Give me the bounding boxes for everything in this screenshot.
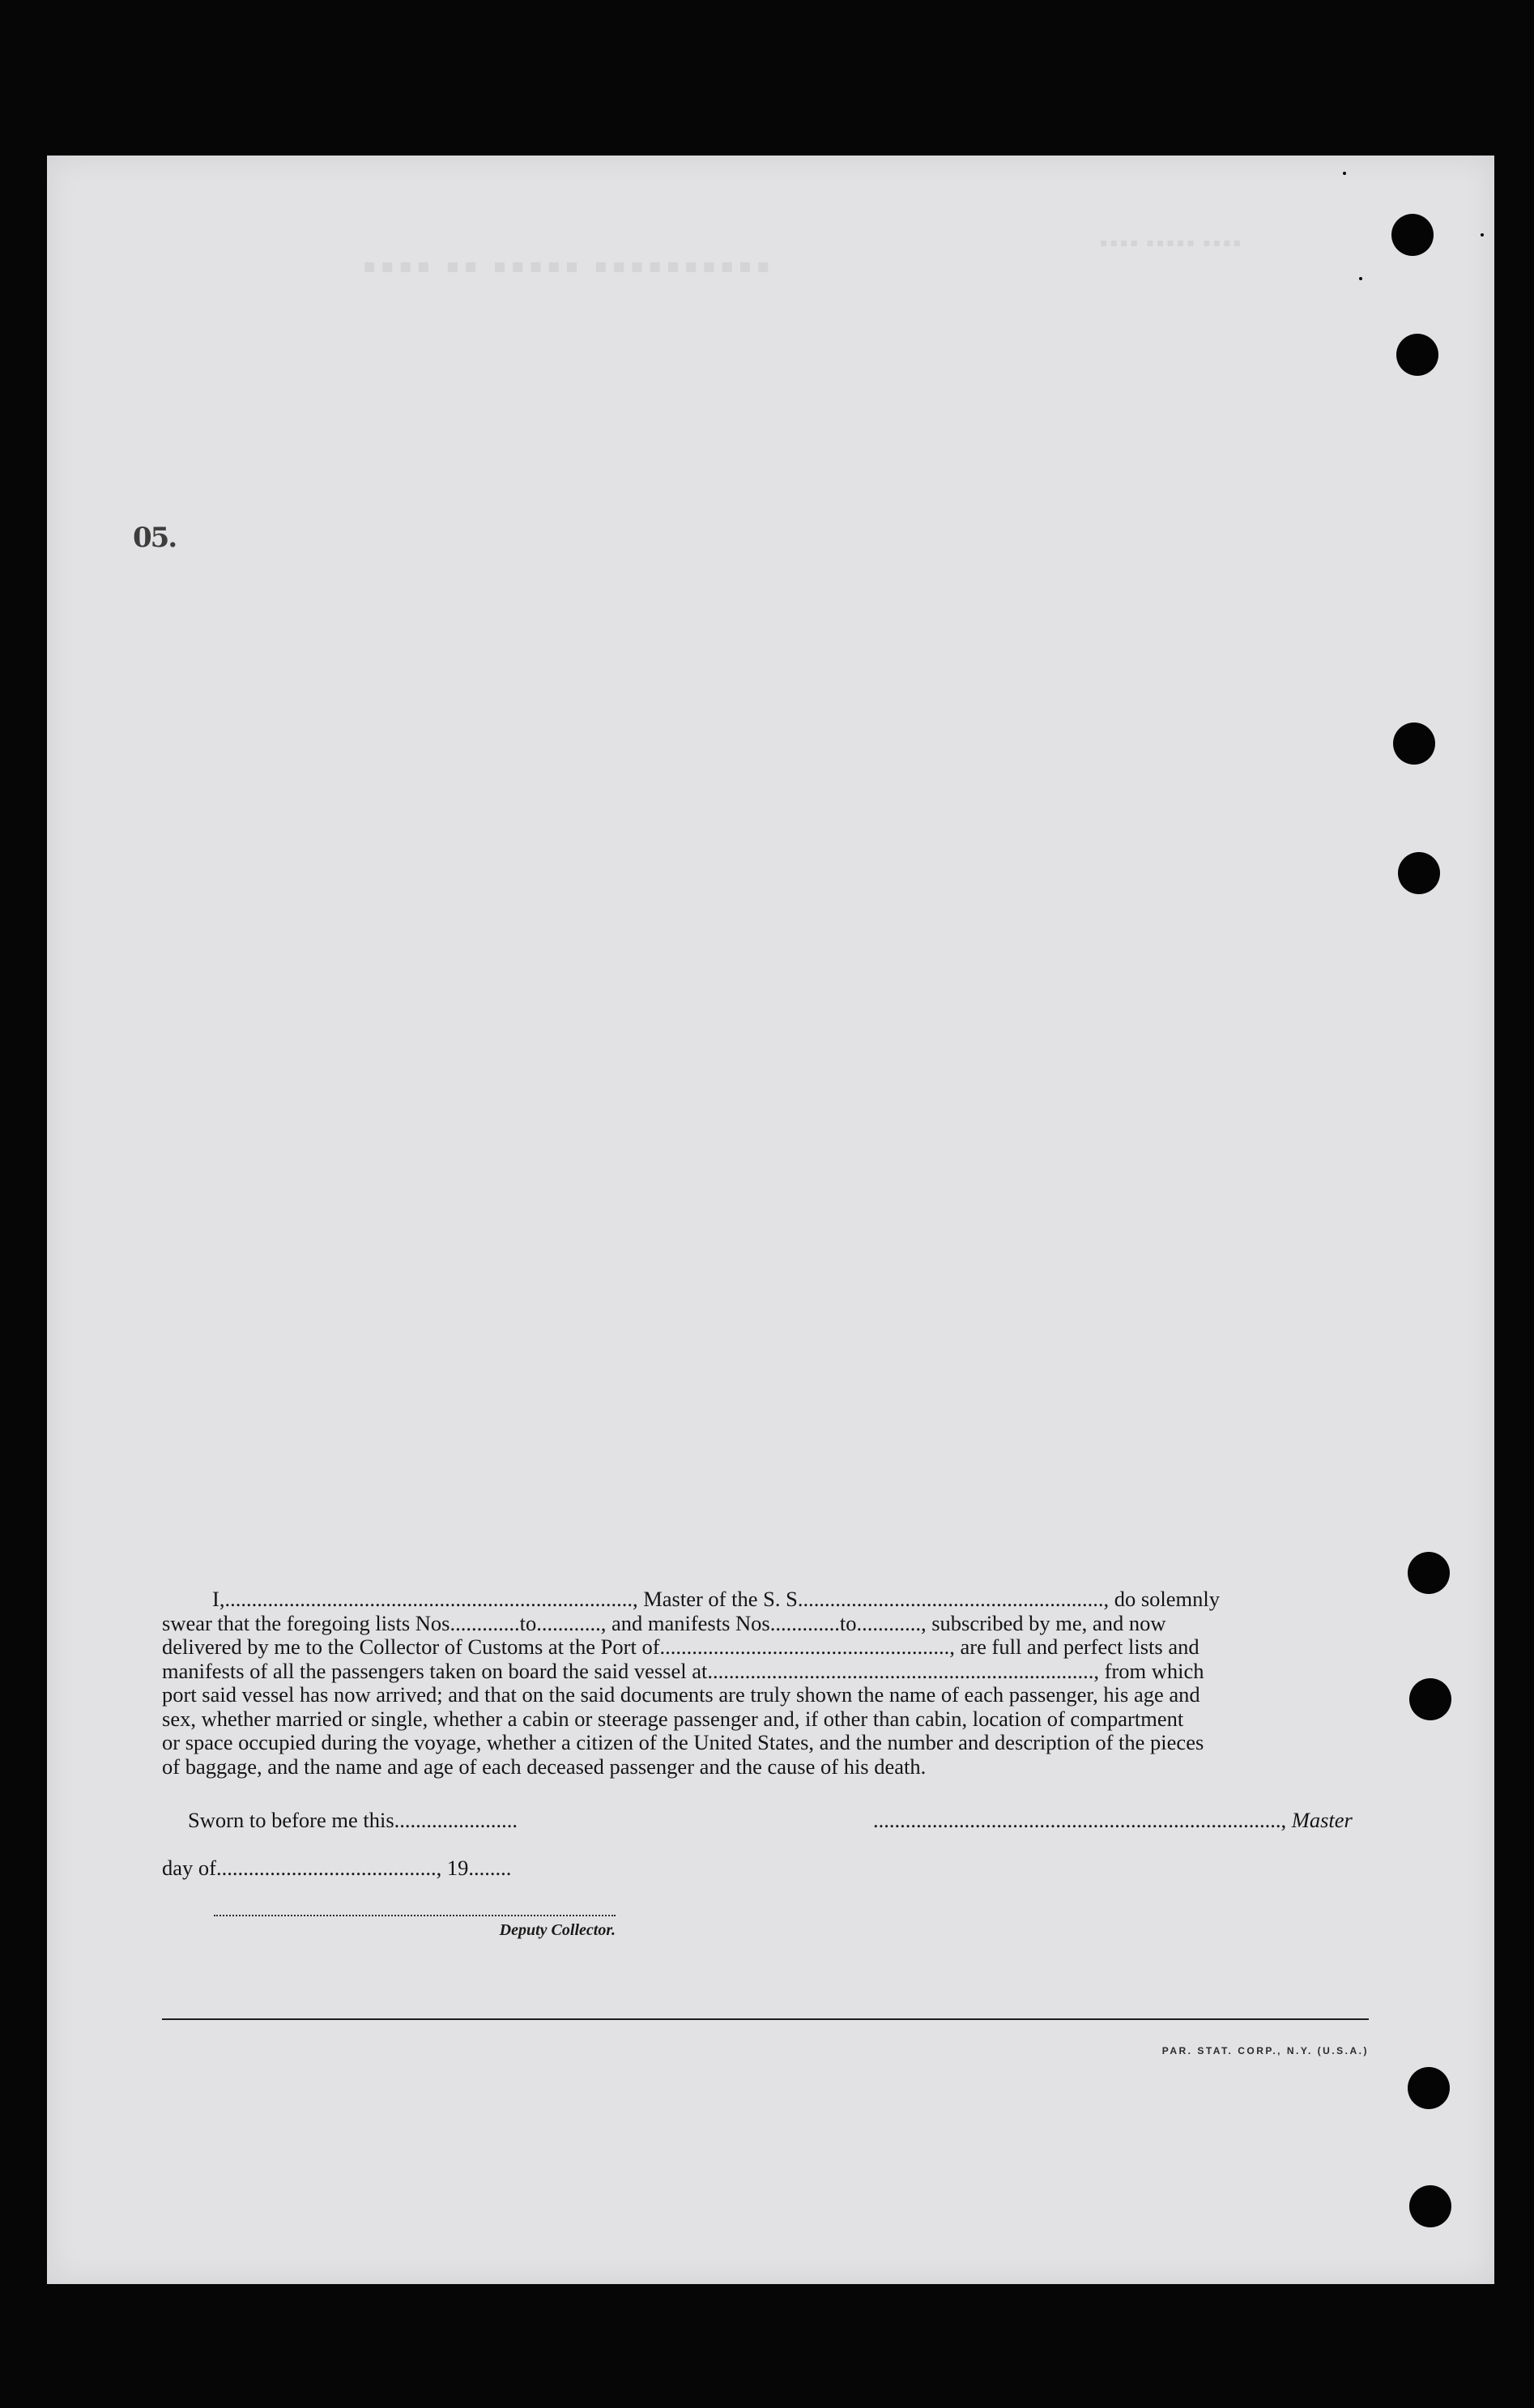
sworn-line: Sworn to before me this.......................: [188, 1808, 518, 1832]
affidavit-line: port said vessel has now arrived; and that on the said documents are truly shown the name of each passenger, his age and: [162, 1682, 1200, 1707]
day-of-line: day of........................................., 19........: [162, 1856, 512, 1880]
punch-hole: [1391, 214, 1434, 256]
punch-hole: [1409, 2185, 1451, 2227]
punch-hole: [1393, 722, 1435, 765]
dust-speck: [1481, 233, 1484, 237]
manifest-sheet: [47, 156, 1494, 2284]
master-signature-dots: ............................................................................,: [873, 1808, 1287, 1832]
master-signature-line: [873, 1808, 1353, 1833]
master-label: Master: [1291, 1808, 1353, 1832]
page-stamp: 05.: [133, 522, 177, 554]
punch-hole: [1396, 334, 1438, 376]
horizontal-rule: [162, 2018, 1369, 2020]
dust-speck: [1359, 277, 1362, 280]
deputy-collector-label: Deputy Collector.: [499, 1921, 616, 1939]
printer-imprint: PAR. STAT. CORP., N.Y. (U.S.A.): [1161, 2045, 1369, 2056]
deputy-signature-line: [214, 1915, 616, 1916]
bleed-through-header-small: ▪▪▪▪ ▪▪▪▪▪ ▪▪▪▪: [1100, 237, 1244, 249]
bleed-through-header: ▪▪▪▪ ▪▪ ▪▪▪▪▪ ▪▪▪▪▪▪▪▪▪▪: [363, 254, 775, 277]
dust-speck: [1343, 172, 1346, 175]
affidavit-line: swear that the foregoing lists Nos.............to............, and manifests Nos.............to............, subscribed by me, and now: [162, 1610, 1166, 1635]
affidavit-line: delivered by me to the Collector of Customs at the Port of......................................................, are full and perfect lists and: [162, 1634, 1200, 1659]
master-affidavit: [162, 1588, 1419, 1779]
punch-hole: [1398, 852, 1440, 894]
affidavit-line: of baggage, and the name and age of each deceased passenger and the cause of his death.: [162, 1754, 927, 1779]
affidavit-line: sex, whether married or single, whether a cabin or steerage passenger and, if other than cabin, location of compartment: [162, 1706, 1184, 1731]
affidavit-line: I,............................................................................, Master of the S. S........................................................., do solemnly: [212, 1587, 1220, 1611]
affidavit-line: or space occupied during the voyage, whether a citizen of the United States, and the number and description of the pieces: [162, 1730, 1204, 1754]
punch-hole: [1408, 2067, 1450, 2109]
affidavit-line: manifests of all the passengers taken on board the said vessel at........................................................................, from which: [162, 1658, 1204, 1683]
